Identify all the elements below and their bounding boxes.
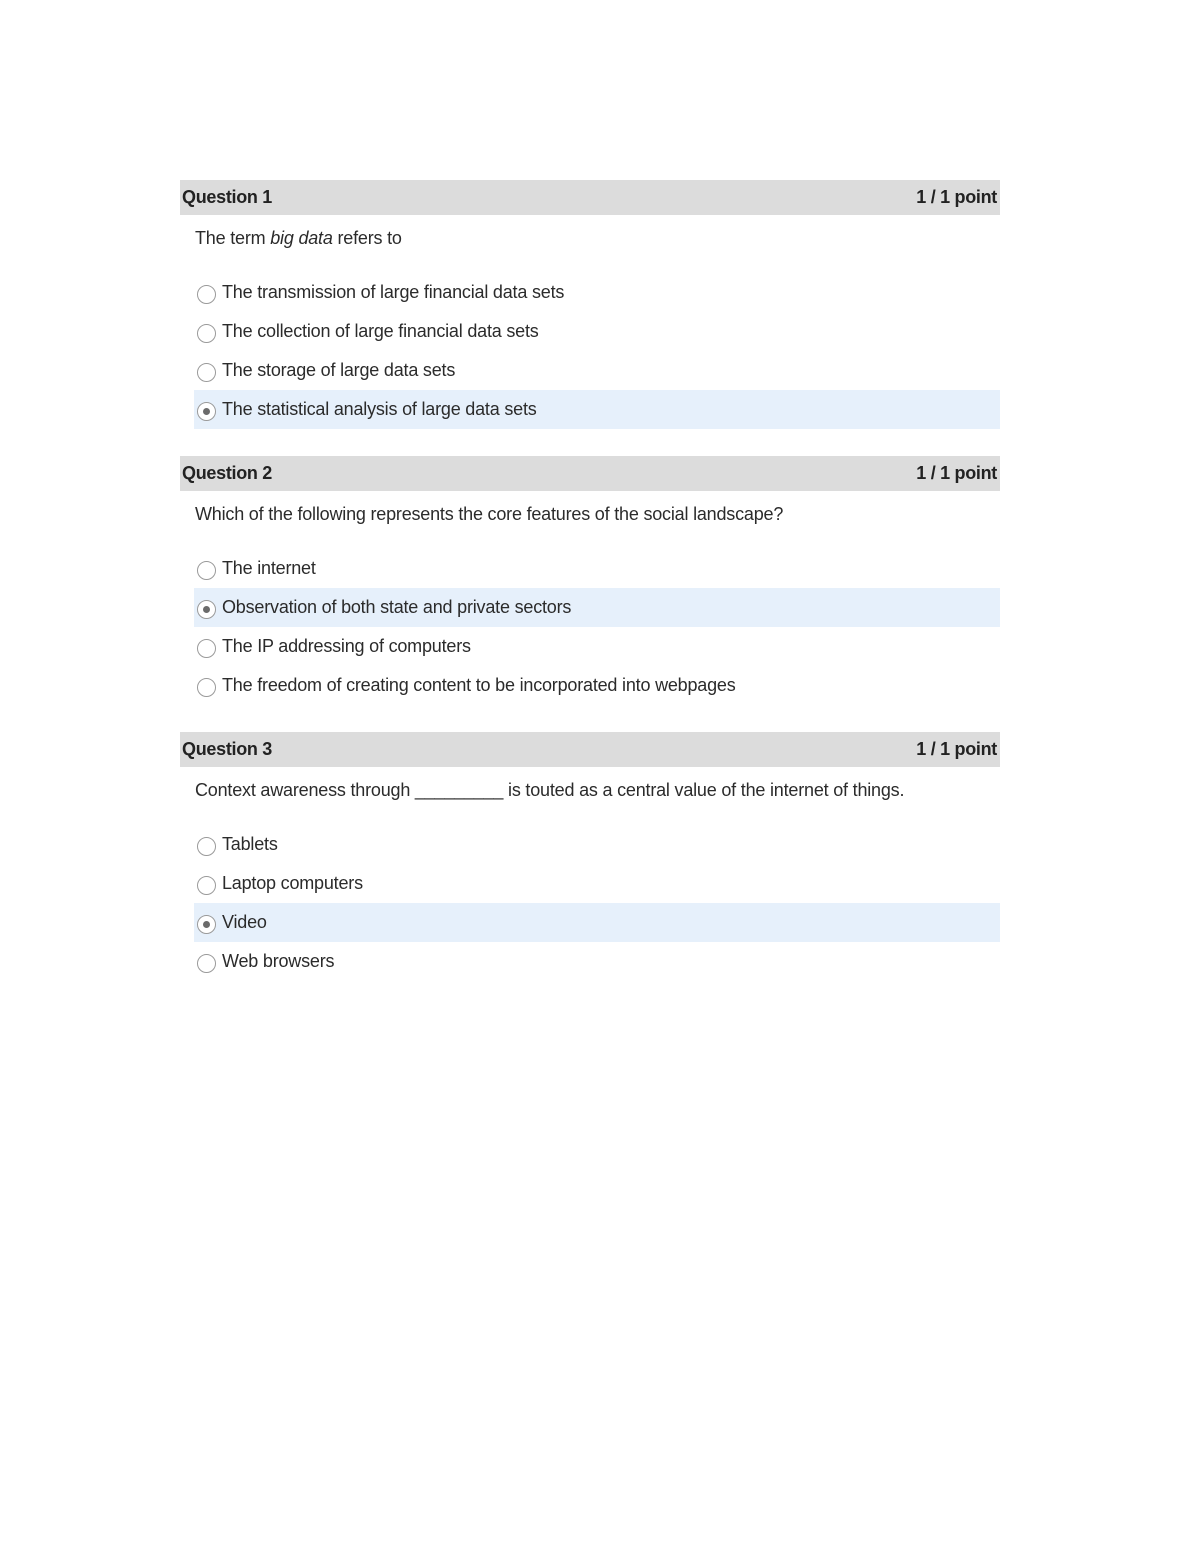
question-header [180, 732, 1000, 767]
answer-label: Laptop computers [222, 873, 363, 893]
question-title: Question 2 [182, 463, 273, 483]
answer-label: The transmission of large financial data sets [222, 282, 565, 302]
answer-label: The collection of large financial data sets [222, 321, 539, 341]
answer-option[interactable] [194, 351, 1000, 390]
answer-option[interactable] [194, 549, 1000, 588]
question-3 [180, 732, 1000, 981]
question-1 [180, 180, 1000, 429]
question-prompt [180, 215, 1000, 255]
answer-option[interactable] [194, 273, 1000, 312]
answer-label: Video [222, 912, 267, 932]
answer-label: Observation of both state and private sectors [222, 597, 572, 617]
answer-label: The internet [222, 558, 316, 578]
answer-option[interactable] [194, 627, 1000, 666]
question-2 [180, 456, 1000, 705]
radio-button-checked[interactable] [197, 915, 216, 934]
answer-option-selected[interactable] [194, 588, 1000, 627]
radio-button[interactable] [197, 876, 216, 895]
answer-label: The IP addressing of computers [222, 636, 471, 656]
answer-option[interactable] [194, 942, 1000, 981]
question-prompt: Context awareness through _________ is touted as a central value of the internet of things. [195, 780, 905, 800]
prompt-emphasis: big data [270, 228, 333, 248]
question-title: Question 3 [182, 739, 273, 759]
answer-options [180, 549, 1000, 705]
answer-option[interactable] [194, 825, 1000, 864]
question-title: Question 1 [182, 187, 273, 207]
answer-label: The freedom of creating content to be incorporated into webpages [222, 675, 736, 695]
question-score: 1 / 1 point [916, 463, 997, 483]
question-score: 1 / 1 point [916, 739, 997, 759]
radio-button[interactable] [197, 363, 216, 382]
question-header [180, 180, 1000, 215]
radio-button[interactable] [197, 285, 216, 304]
radio-button[interactable] [197, 324, 216, 343]
radio-button[interactable] [197, 678, 216, 697]
prompt-text-after: refers to [332, 228, 402, 248]
radio-button-checked[interactable] [197, 402, 216, 421]
question-header [180, 456, 1000, 491]
radio-button[interactable] [197, 561, 216, 580]
answer-option[interactable] [194, 312, 1000, 351]
answer-option[interactable] [194, 864, 1000, 903]
answer-option-selected[interactable] [194, 903, 1000, 942]
answer-label: Web browsers [222, 951, 335, 971]
answer-label: The statistical analysis of large data sets [222, 399, 537, 419]
prompt-text-before: The term [195, 228, 271, 248]
answer-label: Tablets [222, 834, 278, 854]
question-prompt: Which of the following represents the core features of the social landscape? [195, 504, 784, 524]
radio-button-checked[interactable] [197, 600, 216, 619]
radio-button[interactable] [197, 837, 216, 856]
radio-button[interactable] [197, 954, 216, 973]
answer-option[interactable] [194, 666, 1000, 705]
answer-option-selected[interactable] [194, 390, 1000, 429]
radio-button[interactable] [197, 639, 216, 658]
answer-options [180, 273, 1000, 429]
question-score: 1 / 1 point [916, 187, 997, 207]
answer-options [180, 825, 1000, 981]
answer-label: The storage of large data sets [222, 360, 456, 380]
quiz-results [180, 180, 1000, 1008]
